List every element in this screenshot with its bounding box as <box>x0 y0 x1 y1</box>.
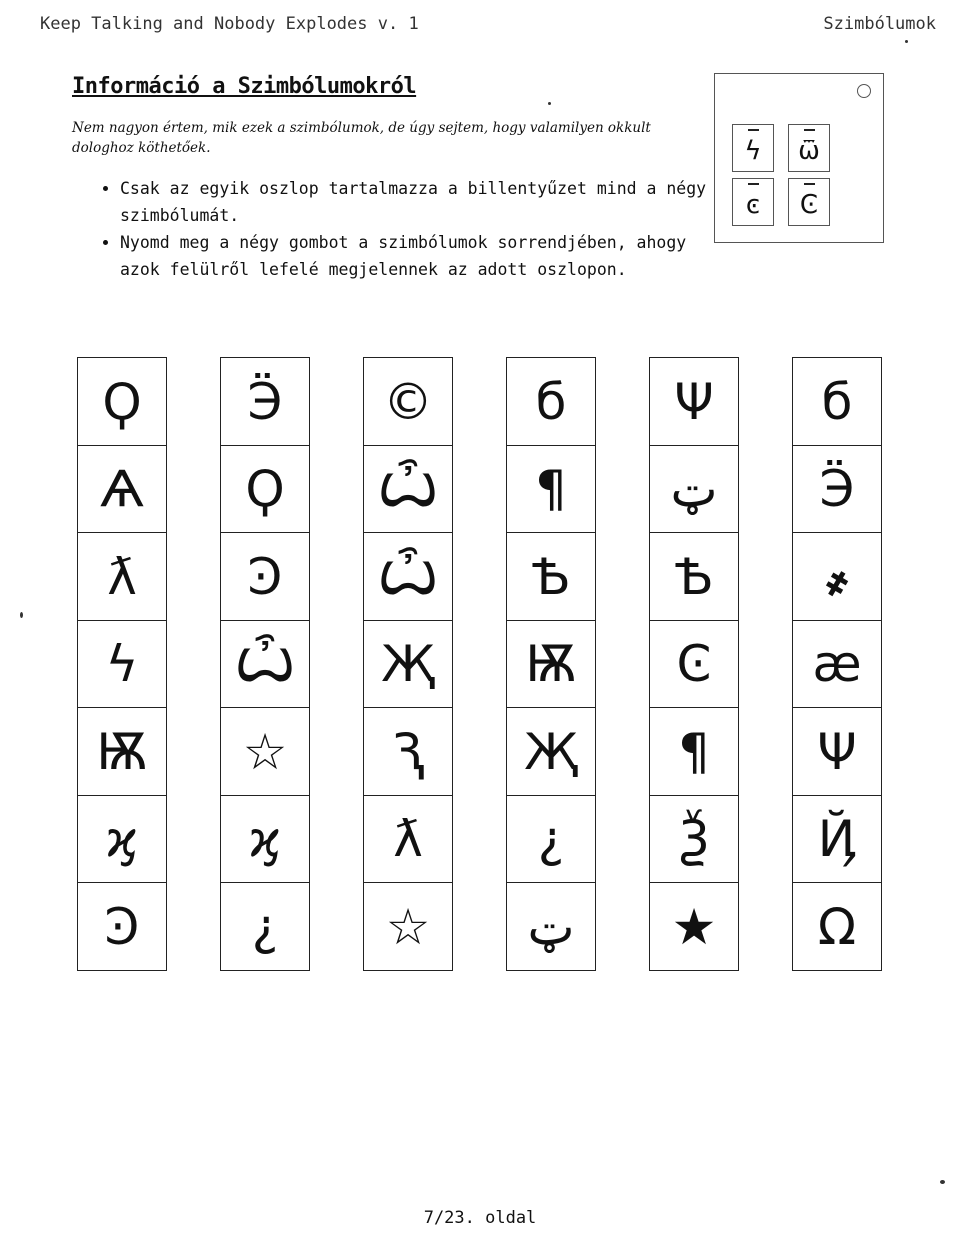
module-key <box>732 124 774 172</box>
symbol-cell: ¿ <box>506 795 596 884</box>
key-indicator-bar <box>748 129 759 131</box>
symbol-cell: Ͽ <box>77 882 167 971</box>
symbol-cell: ټ <box>649 445 739 534</box>
symbol-cell: Җ <box>363 620 453 709</box>
symbol-cell: ҂ <box>792 532 882 621</box>
rules-list <box>100 175 710 283</box>
symbol-cell: ¶ <box>649 707 739 796</box>
module-key <box>788 178 830 226</box>
symbol-cell: ϗ <box>220 795 310 884</box>
symbol-cell: ¶ <box>506 445 596 534</box>
symbol-column <box>792 357 882 971</box>
symbol-module-illustration <box>714 73 884 243</box>
paper-speck <box>940 1180 945 1184</box>
symbol-cell: Ѭ <box>506 620 596 709</box>
symbol-cell: Ѽ <box>363 532 453 621</box>
key-indicator-bar <box>804 129 815 131</box>
symbol-cell: ϗ <box>77 795 167 884</box>
symbol-column <box>649 357 739 971</box>
module-key <box>732 178 774 226</box>
symbol-cell: Ӭ <box>792 445 882 534</box>
key-symbol: ѿ <box>798 136 820 166</box>
status-led-icon <box>857 84 871 98</box>
symbol-cell: Ѽ <box>220 620 310 709</box>
symbol-column <box>220 357 310 971</box>
key-indicator-bar <box>804 183 815 185</box>
symbol-column <box>506 357 596 971</box>
symbol-cell: б <box>506 357 596 446</box>
symbol-cell: Ѧ <box>77 445 167 534</box>
symbol-cell: Ψ <box>792 707 882 796</box>
symbol-cell: Ѯ <box>649 795 739 884</box>
symbol-cell: Ϙ <box>220 445 310 534</box>
symbol-cell: ☆ <box>220 707 310 796</box>
symbol-cell: Ω <box>792 882 882 971</box>
symbol-cell: Ӭ <box>220 357 310 446</box>
symbol-cell: Ԇ <box>363 707 453 796</box>
module-key <box>788 124 830 172</box>
symbol-cell: Ѣ <box>649 532 739 621</box>
symbol-cell: Ѭ <box>77 707 167 796</box>
symbol-cell: ¿ <box>220 882 310 971</box>
symbol-cell: Ͽ <box>220 532 310 621</box>
symbol-cell: Ѣ <box>506 532 596 621</box>
symbol-cell: ƛ <box>77 532 167 621</box>
symbol-cell: æ <box>792 620 882 709</box>
key-indicator-bar <box>748 183 759 185</box>
symbol-cell: ☆ <box>363 882 453 971</box>
key-symbol: ϟ <box>744 136 762 166</box>
key-symbol: Ͼ <box>799 190 819 220</box>
rule-item: • Nyomd meg a négy gombot a szimbólumok sorrendjében, ahogy azok felülről lefelé megjelennek az adott oszlopon. <box>120 229 710 283</box>
page-title: Információ a Szimbólumokról <box>72 74 417 99</box>
symbol-cell: © <box>363 357 453 446</box>
key-symbol: ͼ <box>745 190 761 220</box>
header-section-name: Szimbólumok <box>823 14 936 34</box>
symbol-cell: б <box>792 357 882 446</box>
symbol-cell: ϟ <box>77 620 167 709</box>
symbol-cell: Ҋ <box>792 795 882 884</box>
symbol-cell: Җ <box>506 707 596 796</box>
paper-speck <box>905 40 908 43</box>
symbol-cell: Ͼ <box>649 620 739 709</box>
paper-speck <box>20 612 23 618</box>
symbol-column <box>363 357 453 971</box>
rule-item: • Csak az egyik oszlop tartalmazza a billentyűzet mind a négy szimbólumát. <box>120 175 710 229</box>
symbol-cell: ★ <box>649 882 739 971</box>
intro-text: Nem nagyon értem, mik ezek a szimbólumok, de úgy sejtem, hogy valamilyen okkult dologhoz köthetőek. <box>72 120 651 156</box>
symbol-column <box>77 357 167 971</box>
symbol-cell: ƛ <box>363 795 453 884</box>
symbol-cell: Ѽ <box>363 445 453 534</box>
symbol-cell: Ϙ <box>77 357 167 446</box>
symbol-cell: Ψ <box>649 357 739 446</box>
header-manual-title: Keep Talking and Nobody Explodes v. 1 <box>40 14 419 34</box>
page-number: 7/23. oldal <box>423 1208 537 1228</box>
paper-speck <box>548 102 551 105</box>
symbol-cell: ټ <box>506 882 596 971</box>
